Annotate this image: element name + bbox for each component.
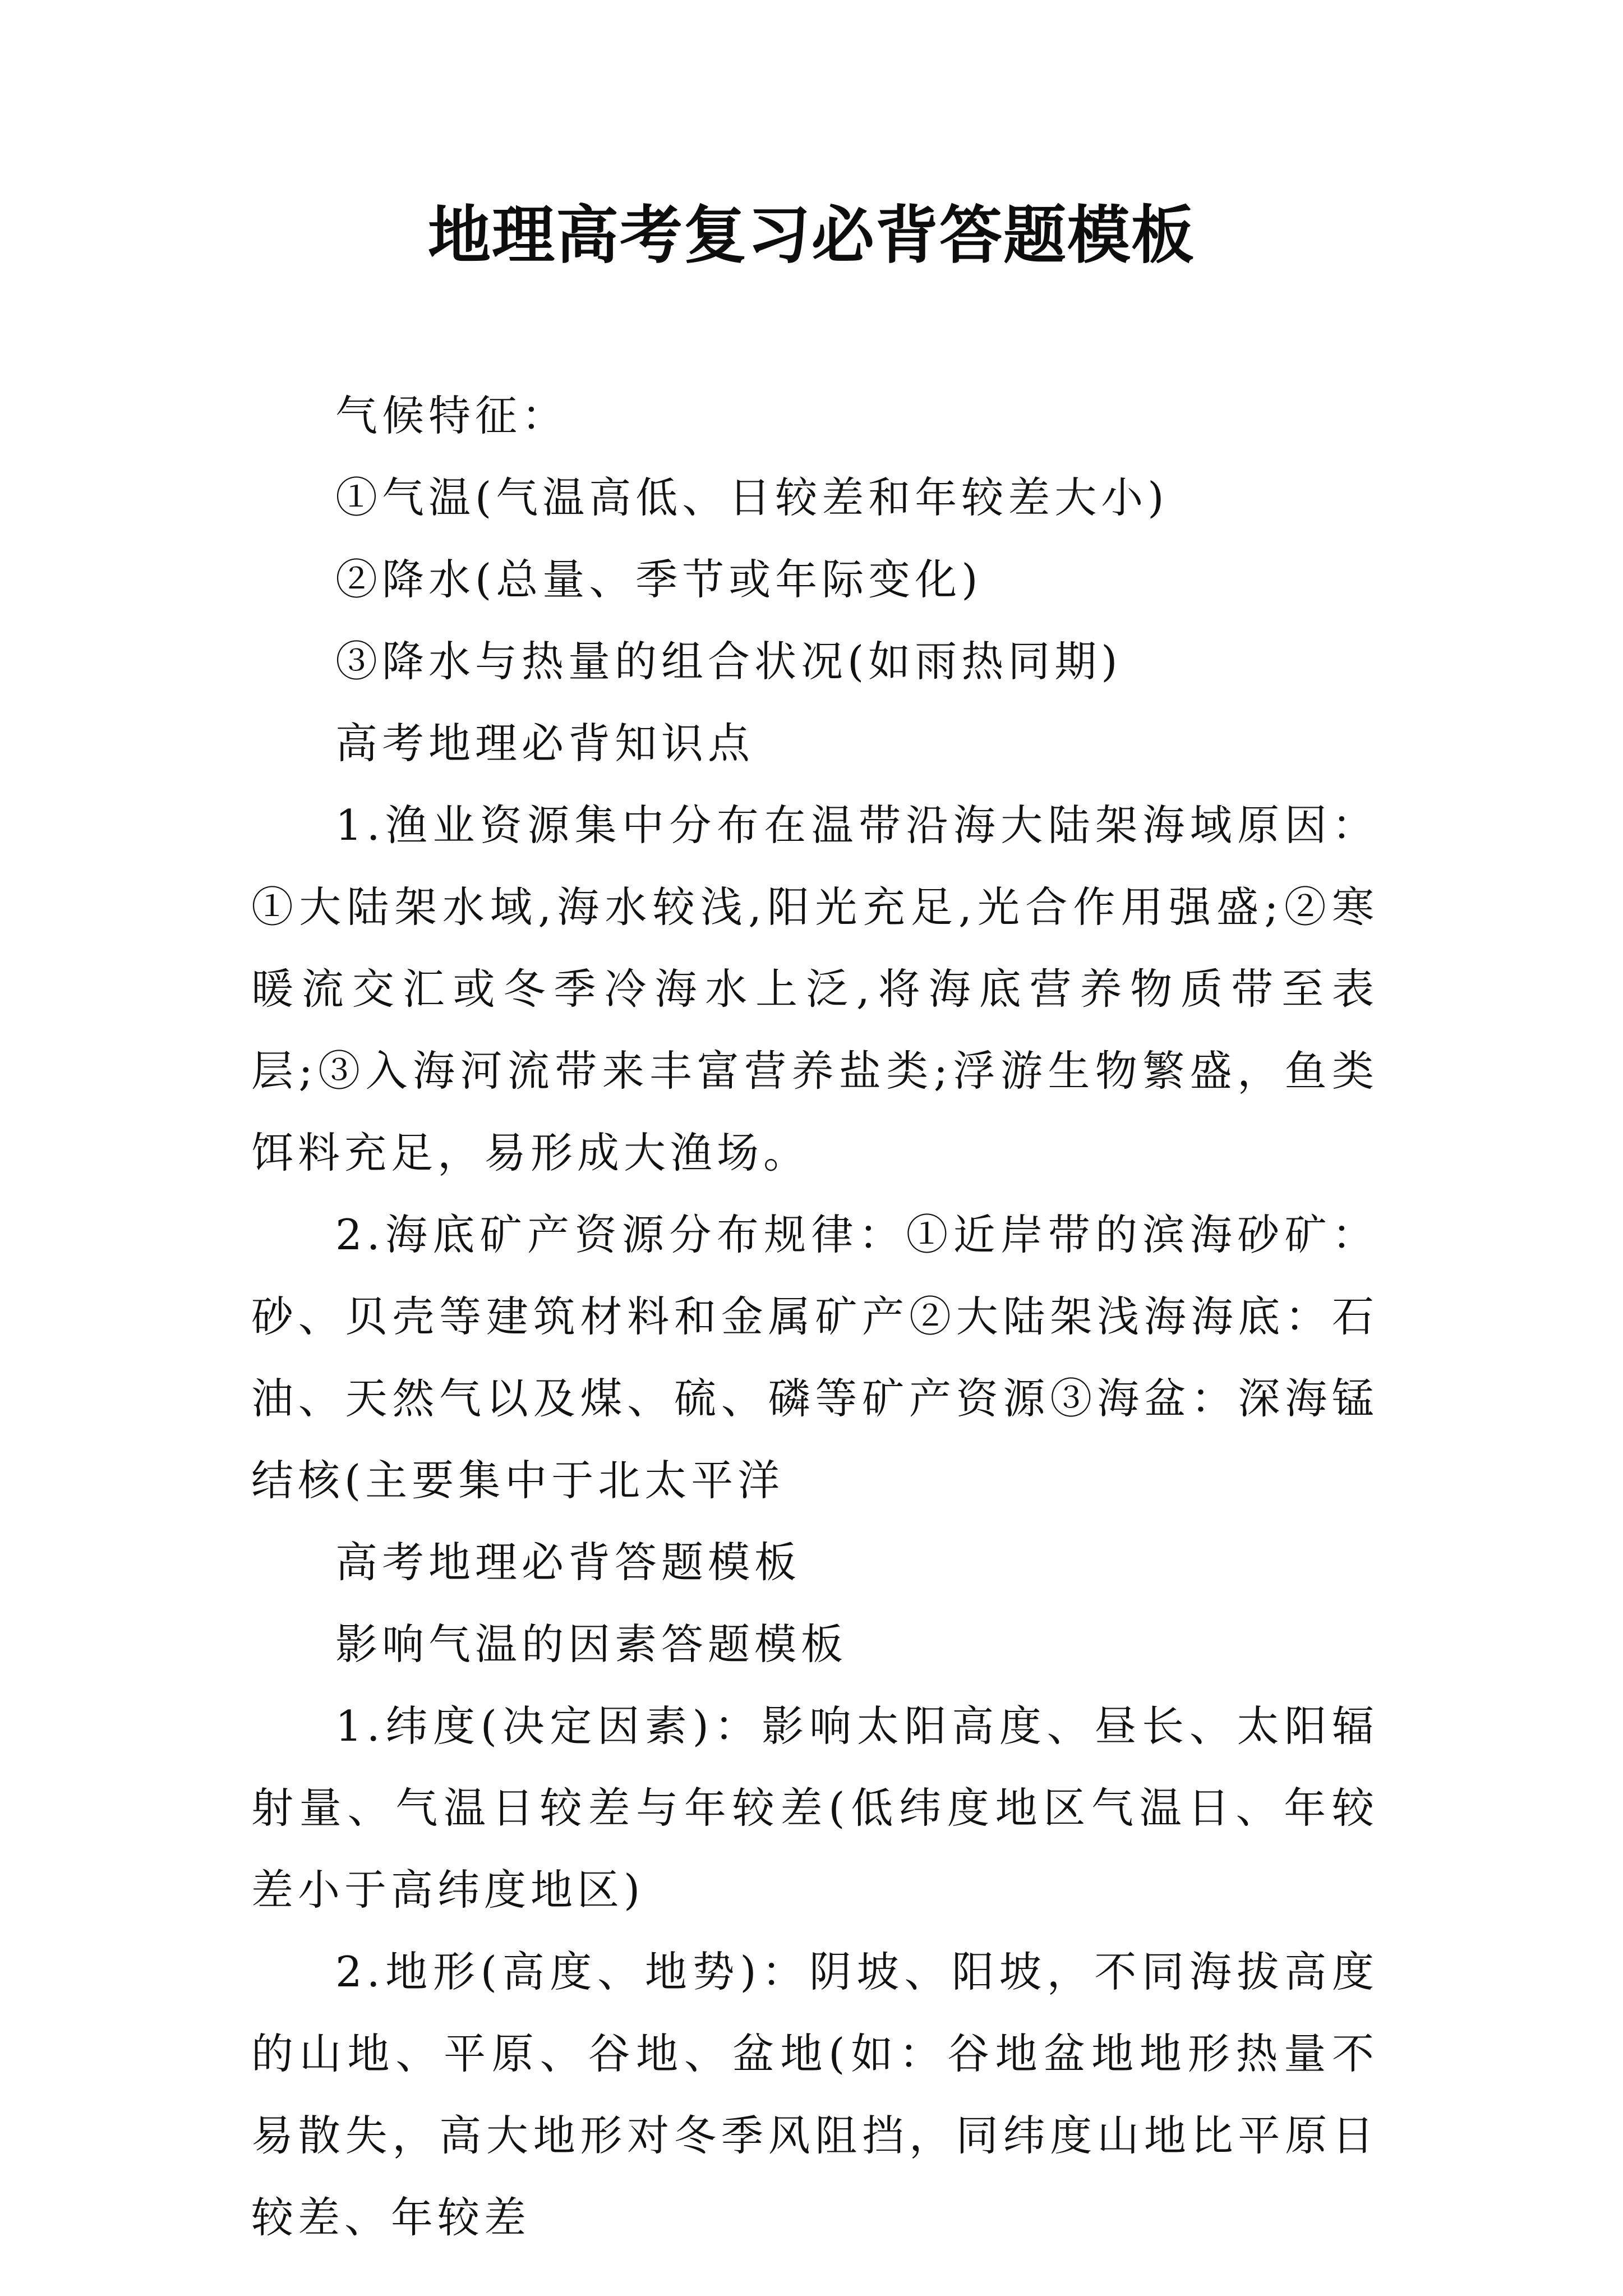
- paragraph-seabed-minerals: 2.海底矿产资源分布规律：①近岸带的滨海砂矿：砂、贝壳等建筑材料和金属矿产②大陆架浅海海底：石油、天然气以及煤、硫、磷等矿产资源③海盆：深海锰结核(主要集中于北太平洋: [251, 1210, 1378, 1505]
- paragraph-fishery-resources: 1.渔业资源集中分布在温带沿海大陆架海域原因：①大陆架水域,海水较浅,阳光充足,光合作用强盛;②寒暖流交汇或冬季冷海水上泛,将海底营养物质带至表层;③入海河流带来丰富营养盐类;浮游生物繁盛，鱼类饵料充足，易形成大渔场。: [251, 800, 1378, 1177]
- paragraph-precipitation: ②降水(总量、季节或年际变化): [335, 555, 983, 604]
- paragraph-rain-heat-combo: ③降水与热量的组合状况(如雨热同期): [335, 637, 1122, 686]
- document-body: [251, 375, 1378, 2258]
- section-heading-knowledge-points: 高考地理必背知识点: [335, 719, 755, 768]
- paragraph-latitude-factor: 1.纬度(决定因素)：影响太阳高度、昼长、太阳辐射量、气温日较差与年较差(低纬度地区气温日、年较差小于高纬度地区): [251, 1701, 1378, 1915]
- paragraph-temperature: ①气温(气温高低、日较差和年较差大小): [335, 473, 1169, 522]
- section-heading-answer-templates: 高考地理必背答题模板: [335, 1538, 801, 1587]
- paragraph-terrain-factor: 2.地形(高度、地势)：阴坡、阳坡，不同海拔高度的山地、平原、谷地、盆地(如：谷地盆地地形热量不易散失，高大地形对冬季风阻挡，同纬度山地比平原日较差、年较差: [251, 1947, 1378, 2242]
- section-heading-temperature-factors: 影响气温的因素答题模板: [335, 1619, 848, 1669]
- page-title: 地理高考复习必背答题模板: [428, 199, 1195, 272]
- paragraph-climate-features: 气候特征：: [335, 391, 569, 440]
